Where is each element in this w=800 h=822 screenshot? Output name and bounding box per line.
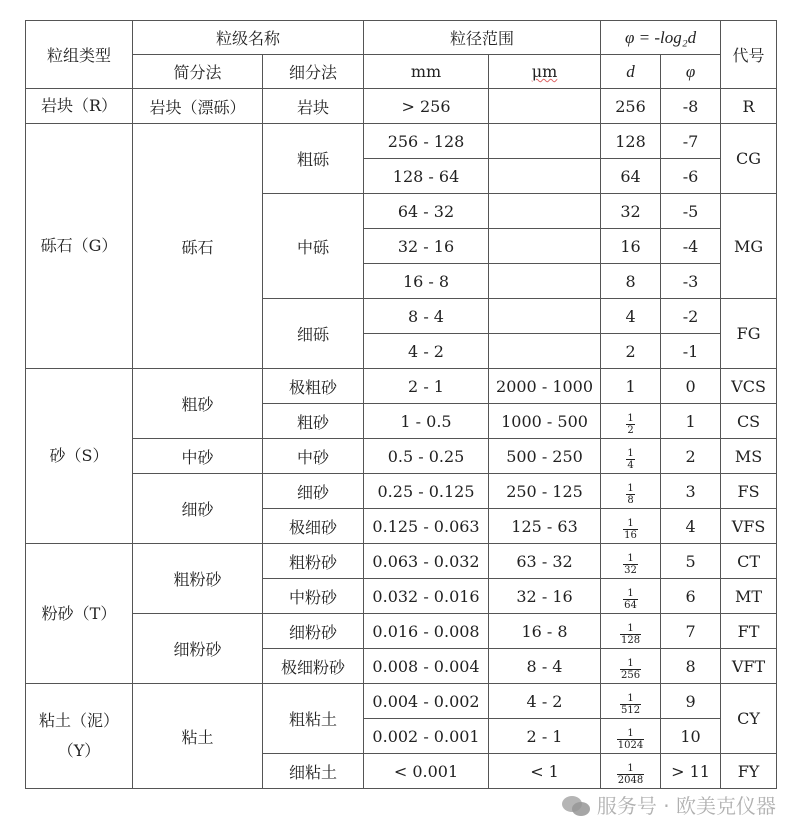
phi-cell: -7 — [661, 124, 721, 159]
header-phi: φ — [661, 55, 721, 89]
group-type-cell: 砂（S） — [26, 369, 133, 544]
d-cell: 64 — [601, 159, 661, 194]
fraction-denominator: 4 — [627, 460, 634, 471]
phi-cell: 6 — [661, 579, 721, 614]
fraction-denominator: 8 — [627, 495, 634, 506]
phi-cell: -5 — [661, 194, 721, 229]
phi-cell: -4 — [661, 229, 721, 264]
header-um-text: μm — [531, 62, 558, 81]
mm-cell: 0.125 - 0.063 — [364, 509, 489, 544]
simple-name-cell: 粗砂 — [133, 369, 263, 439]
mm-cell: 0.008 - 0.004 — [364, 649, 489, 684]
simple-name-cell: 砾石 — [133, 124, 263, 369]
fraction-numerator: 1 — [627, 413, 634, 424]
detailed-name-cell: 细砾 — [263, 299, 364, 369]
fraction-numerator: 1 — [627, 518, 634, 529]
um-cell — [489, 159, 601, 194]
phi-cell: -3 — [661, 264, 721, 299]
header-detailed: 细分法 — [263, 55, 364, 89]
code-cell: CG — [721, 124, 777, 194]
simple-name-cell: 细粉砂 — [133, 614, 263, 684]
phi-cell: 2 — [661, 439, 721, 474]
mm-cell: 0.25 - 0.125 — [364, 474, 489, 509]
um-cell: 125 - 63 — [489, 509, 601, 544]
code-cell: MS — [721, 439, 777, 474]
grain-size-classification-table — [25, 20, 777, 789]
phi-cell: 0 — [661, 369, 721, 404]
fraction-numerator: 1 — [627, 658, 634, 669]
um-cell: 250 - 125 — [489, 474, 601, 509]
code-cell: VFS — [721, 509, 777, 544]
table-row — [26, 614, 777, 649]
watermark-text: 服务号 · 欧美克仪器 — [596, 794, 776, 818]
detailed-name-cell: 粗粘土 — [263, 684, 364, 754]
table-row — [26, 684, 777, 719]
mm-cell: > 256 — [364, 89, 489, 124]
um-cell: 4 - 2 — [489, 684, 601, 719]
fraction — [617, 728, 644, 751]
detailed-name-cell: 细粘土 — [263, 754, 364, 789]
mm-cell: 16 - 8 — [364, 264, 489, 299]
fraction-denominator: 256 — [620, 670, 641, 681]
phi-cell: -6 — [661, 159, 721, 194]
mm-cell: < 0.001 — [364, 754, 489, 789]
mm-cell: 8 - 4 — [364, 299, 489, 334]
fraction-denominator: 1024 — [617, 740, 644, 751]
d-cell: 32 — [601, 194, 661, 229]
wechat-icon — [561, 794, 591, 818]
phi-cell: 7 — [661, 614, 721, 649]
fraction — [617, 763, 644, 786]
um-cell: 8 - 4 — [489, 649, 601, 684]
fraction-denominator: 128 — [620, 635, 641, 646]
mm-cell: 0.032 - 0.016 — [364, 579, 489, 614]
fraction — [620, 623, 641, 646]
mm-cell: 4 - 2 — [364, 334, 489, 369]
d-cell: 2 — [601, 334, 661, 369]
detailed-name-cell: 粗粉砂 — [263, 544, 364, 579]
detailed-name-cell: 中砂 — [263, 439, 364, 474]
header-phi-formula: φ = -log₂d — [601, 21, 721, 55]
table-row — [26, 474, 777, 509]
phi-cell: 9 — [661, 684, 721, 719]
mm-cell: 0.063 - 0.032 — [364, 544, 489, 579]
code-cell: FY — [721, 754, 777, 789]
d-fraction-cell — [601, 439, 661, 474]
group-type-cell: 粘土（泥） （Y） — [26, 684, 133, 789]
fraction — [623, 518, 638, 541]
d-cell: 8 — [601, 264, 661, 299]
fraction-denominator: 2048 — [617, 775, 644, 786]
d-cell: 128 — [601, 124, 661, 159]
fraction-numerator: 1 — [627, 588, 634, 599]
um-cell — [489, 124, 601, 159]
d-cell: 256 — [601, 89, 661, 124]
d-fraction-cell — [601, 509, 661, 544]
phi-cell: 8 — [661, 649, 721, 684]
fraction-numerator: 1 — [627, 623, 634, 634]
header-um — [489, 55, 601, 89]
fraction — [620, 658, 641, 681]
detailed-name-cell: 极粗砂 — [263, 369, 364, 404]
um-cell: 16 - 8 — [489, 614, 601, 649]
detailed-name-cell: 细粉砂 — [263, 614, 364, 649]
code-cell: MG — [721, 194, 777, 299]
d-fraction-cell — [601, 614, 661, 649]
code-cell: FG — [721, 299, 777, 369]
d-fraction-cell — [601, 579, 661, 614]
fraction-denominator: 512 — [620, 705, 641, 716]
code-cell: CS — [721, 404, 777, 439]
header-size-range: 粒径范围 — [364, 21, 601, 55]
mm-cell: 0.004 - 0.002 — [364, 684, 489, 719]
detailed-name-cell: 中砾 — [263, 194, 364, 299]
phi-cell: 1 — [661, 404, 721, 439]
fraction-denominator: 64 — [624, 600, 637, 611]
um-cell: 32 - 16 — [489, 579, 601, 614]
d-fraction-cell — [601, 544, 661, 579]
watermark — [561, 794, 776, 818]
phi-cell: 5 — [661, 544, 721, 579]
simple-name-cell: 细砂 — [133, 474, 263, 544]
table-row — [26, 439, 777, 474]
table-row — [26, 89, 777, 124]
mm-cell: 128 - 64 — [364, 159, 489, 194]
code-cell: CY — [721, 684, 777, 754]
detailed-name-cell: 岩块 — [263, 89, 364, 124]
group-type-cell: 粉砂（T） — [26, 544, 133, 684]
mm-cell: 0.016 - 0.008 — [364, 614, 489, 649]
fraction — [626, 483, 634, 506]
detailed-name-cell: 粗砂 — [263, 404, 364, 439]
table-row — [26, 124, 777, 159]
fraction-numerator: 1 — [627, 553, 634, 564]
header-mm: mm — [364, 55, 489, 89]
um-cell: 2000 - 1000 — [489, 369, 601, 404]
simple-name-cell: 粗粉砂 — [133, 544, 263, 614]
fraction-denominator: 2 — [627, 425, 634, 436]
d-fraction-cell — [601, 649, 661, 684]
mm-cell: 256 - 128 — [364, 124, 489, 159]
um-cell — [489, 264, 601, 299]
um-cell — [489, 334, 601, 369]
mm-cell: 2 - 1 — [364, 369, 489, 404]
mm-cell: 32 - 16 — [364, 229, 489, 264]
d-fraction-cell — [601, 719, 661, 754]
mm-cell: 64 - 32 — [364, 194, 489, 229]
header-code: 代号 — [721, 21, 777, 89]
um-cell — [489, 299, 601, 334]
header-simple: 简分法 — [133, 55, 263, 89]
detailed-name-cell: 极细砂 — [263, 509, 364, 544]
code-cell: VCS — [721, 369, 777, 404]
detailed-name-cell: 中粉砂 — [263, 579, 364, 614]
phi-cell: > 11 — [661, 754, 721, 789]
detailed-name-cell: 极细粉砂 — [263, 649, 364, 684]
code-cell: FS — [721, 474, 777, 509]
code-cell: CT — [721, 544, 777, 579]
group-type-cell: 砾石（G） — [26, 124, 133, 369]
phi-cell: 10 — [661, 719, 721, 754]
code-cell: VFT — [721, 649, 777, 684]
um-cell: 63 - 32 — [489, 544, 601, 579]
table-row — [26, 544, 777, 579]
fraction-numerator: 1 — [627, 448, 634, 459]
simple-name-cell: 中砂 — [133, 439, 263, 474]
detailed-name-cell: 细砂 — [263, 474, 364, 509]
fraction-numerator: 1 — [627, 483, 634, 494]
phi-cell: 4 — [661, 509, 721, 544]
mm-cell: 0.5 - 0.25 — [364, 439, 489, 474]
fraction-numerator: 1 — [627, 728, 634, 739]
phi-cell: -8 — [661, 89, 721, 124]
mm-cell: 0.002 - 0.001 — [364, 719, 489, 754]
fraction — [626, 413, 634, 436]
um-cell: 2 - 1 — [489, 719, 601, 754]
simple-name-cell: 岩块（漂砾） — [133, 89, 263, 124]
mm-cell: 1 - 0.5 — [364, 404, 489, 439]
fraction-numerator: 1 — [627, 763, 634, 774]
fraction-numerator: 1 — [627, 693, 634, 704]
fraction — [623, 553, 638, 576]
d-fraction-cell — [601, 404, 661, 439]
um-cell — [489, 89, 601, 124]
table-body — [26, 89, 777, 789]
phi-cell: -1 — [661, 334, 721, 369]
um-cell: 500 - 250 — [489, 439, 601, 474]
um-cell: 1000 - 500 — [489, 404, 601, 439]
phi-cell: -2 — [661, 299, 721, 334]
fraction-denominator: 32 — [624, 565, 637, 576]
header-d: d — [601, 55, 661, 89]
d-cell: 4 — [601, 299, 661, 334]
code-cell: FT — [721, 614, 777, 649]
um-cell — [489, 194, 601, 229]
fraction — [623, 588, 638, 611]
um-cell: < 1 — [489, 754, 601, 789]
d-cell: 16 — [601, 229, 661, 264]
code-cell: MT — [721, 579, 777, 614]
code-cell: R — [721, 89, 777, 124]
header-grade-name: 粒级名称 — [133, 21, 364, 55]
detailed-name-cell: 粗砾 — [263, 124, 364, 194]
um-cell — [489, 229, 601, 264]
d-cell: 1 — [601, 369, 661, 404]
group-type-cell: 岩块（R） — [26, 89, 133, 124]
d-fraction-cell — [601, 474, 661, 509]
fraction — [620, 693, 641, 716]
phi-cell: 3 — [661, 474, 721, 509]
d-fraction-cell — [601, 684, 661, 719]
table-row — [26, 369, 777, 404]
header-group-type: 粒组类型 — [26, 21, 133, 89]
d-fraction-cell — [601, 754, 661, 789]
simple-name-cell: 粘土 — [133, 684, 263, 789]
fraction-denominator: 16 — [624, 530, 637, 541]
fraction — [626, 448, 634, 471]
